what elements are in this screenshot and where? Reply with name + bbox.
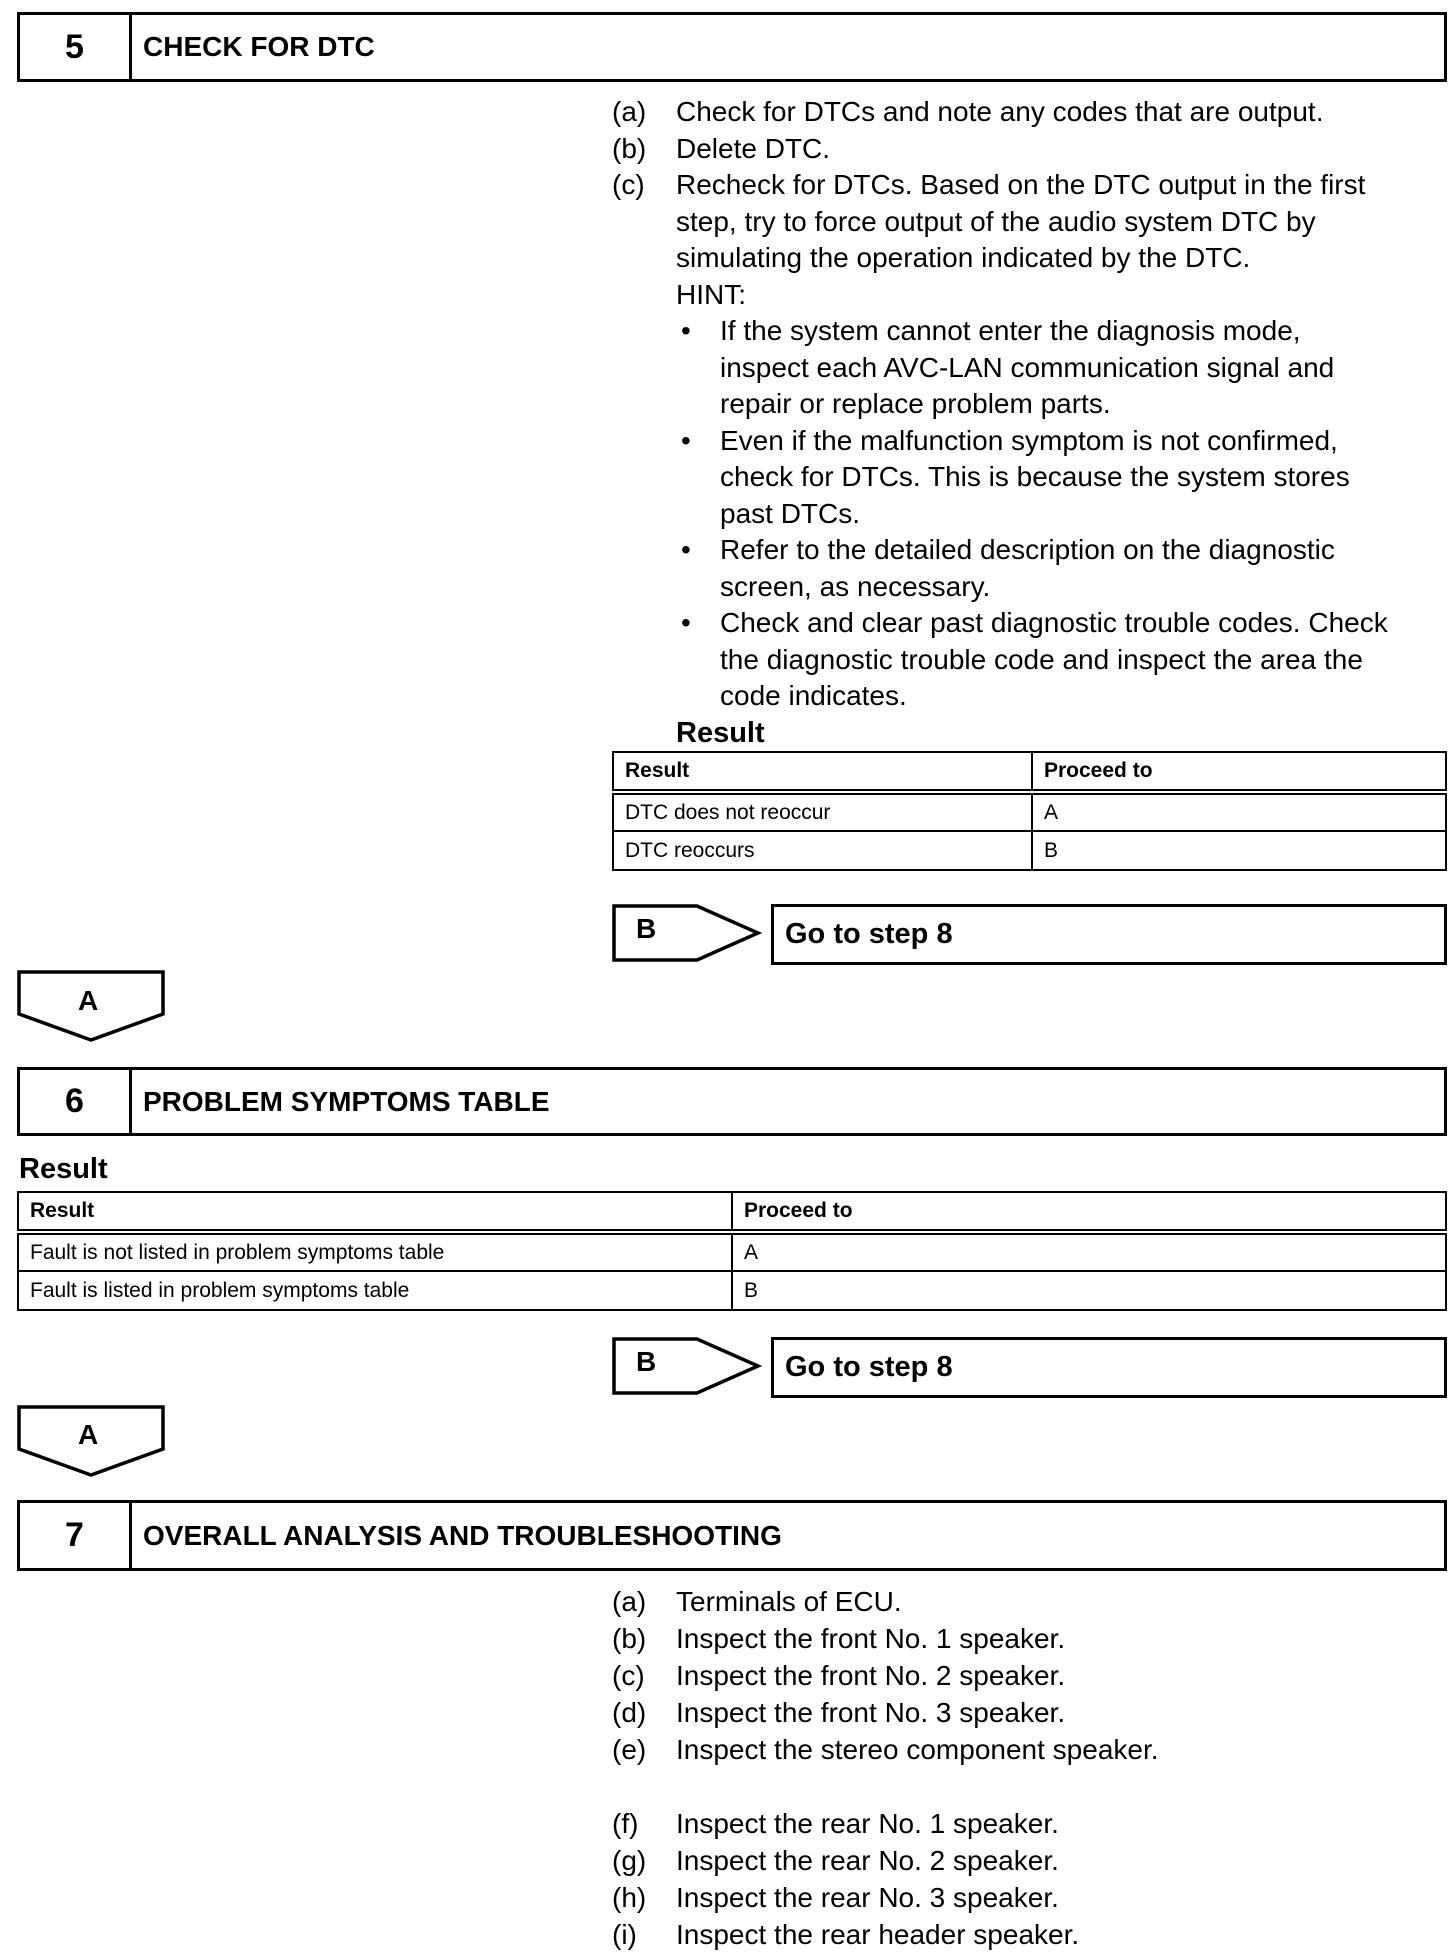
item-label: (e)	[612, 1734, 647, 1765]
item-label: (c)	[612, 1660, 645, 1691]
list-item	[612, 1657, 1452, 1694]
step-7-instructions	[612, 1583, 1452, 1953]
item-label: (a)	[612, 1586, 647, 1617]
result-heading: Result	[676, 716, 765, 749]
result-table	[17, 1191, 1447, 1311]
hint-label: HINT:	[676, 278, 746, 310]
step-number: 6	[20, 1070, 132, 1133]
item-label: (c)	[612, 169, 645, 200]
list-item	[612, 1583, 1452, 1620]
bullet-icon: •	[681, 534, 691, 565]
item-text: Inspect the rear No. 3 speaker.	[676, 1882, 1059, 1913]
go-to-step-8-box[interactable]: Go to step 8	[771, 1337, 1447, 1398]
list-item	[612, 1916, 1452, 1953]
table-cell: A	[732, 1232, 1446, 1271]
item-label: (g)	[612, 1845, 647, 1876]
list-item	[612, 167, 1452, 277]
a-arrow-label: A	[78, 985, 99, 1016]
item-label: (i)	[612, 1919, 637, 1950]
bullet-icon: •	[681, 315, 691, 346]
list-item	[612, 1805, 1452, 1842]
item-text: Inspect the front No. 1 speaker.	[676, 1623, 1066, 1654]
item-text: Inspect the stereo component speaker.	[676, 1734, 1159, 1765]
text-line: code indicates.	[720, 680, 907, 711]
go-to-step-8-box[interactable]: Go to step 8	[771, 904, 1447, 965]
step-number: 5	[20, 15, 132, 79]
text-line: repair or replace problem parts.	[720, 388, 1111, 419]
bullet-item	[676, 532, 1452, 605]
list-item	[612, 1620, 1452, 1657]
list-item	[612, 131, 1452, 168]
item-text: Inspect the front No. 3 speaker.	[676, 1697, 1066, 1728]
item-text: Check for DTCs and note any codes that are output.	[676, 96, 1324, 127]
item-text: Terminals of ECU.	[676, 1586, 902, 1617]
text-line: Even if the malfunction symptom is not confirmed,	[720, 424, 1338, 456]
item-label: (a)	[612, 96, 647, 127]
a-arrow-label: A	[78, 1419, 99, 1450]
b-arrow-icon	[612, 904, 762, 962]
item-label: (h)	[612, 1882, 647, 1913]
column-header: Proceed to	[732, 1192, 1446, 1232]
item-text: Inspect the rear header speaker.	[676, 1919, 1080, 1950]
text-line: step, try to force output of the audio system DTC by	[676, 205, 1316, 237]
table-row	[613, 831, 1446, 870]
step-title: OVERALL ANALYSIS AND TROUBLESHOOTING	[143, 1519, 782, 1551]
b-arrow-label: B	[636, 913, 657, 944]
item-text	[676, 167, 1365, 277]
column-header: Result	[613, 752, 1032, 792]
result-table	[612, 751, 1447, 871]
item-label: (b)	[612, 1623, 647, 1654]
table-cell: Fault is not listed in problem symptoms table	[18, 1232, 732, 1271]
item-text: Inspect the rear No. 2 speaker.	[676, 1845, 1059, 1876]
list-item	[612, 1842, 1452, 1879]
item-label: (f)	[612, 1808, 639, 1839]
column-header: Proceed to	[1032, 752, 1446, 792]
bullet-item	[676, 423, 1452, 533]
list-item	[612, 1694, 1452, 1731]
item-text: Inspect the front No. 2 speaker.	[676, 1660, 1066, 1691]
text-line: the diagnostic trouble code and inspect the area the	[720, 643, 1363, 675]
item-text: Inspect the rear No. 1 speaker.	[676, 1808, 1059, 1839]
bullet-item	[676, 313, 1452, 423]
step-5-instructions	[612, 94, 1452, 751]
table-header-row	[613, 752, 1446, 792]
table-cell: DTC reoccurs	[613, 831, 1032, 870]
item-label: (b)	[612, 132, 647, 164]
result-heading: Result	[19, 1153, 108, 1185]
text-line: screen, as necessary.	[720, 570, 991, 602]
step-title: CHECK FOR DTC	[143, 31, 375, 62]
hint-bullets	[612, 313, 1452, 715]
item-text: Delete DTC.	[676, 132, 831, 164]
b-arrow-icon	[612, 1337, 762, 1395]
list-item	[612, 1731, 1452, 1768]
step-7-header	[17, 1500, 1447, 1571]
text-line: check for DTCs. This is because the system stores	[720, 461, 1350, 492]
table-row	[613, 792, 1446, 831]
table-cell: B	[732, 1271, 1446, 1310]
table-row	[18, 1271, 1446, 1310]
text-line: simulating the operation indicated by the DTC.	[676, 242, 1251, 273]
column-header: Result	[18, 1192, 732, 1232]
text-line: Check and clear past diagnostic trouble codes. Check	[720, 607, 1388, 638]
bullet-icon: •	[681, 607, 691, 638]
bullet-item	[676, 605, 1452, 715]
text-line: Recheck for DTCs. Based on the DTC output in the first	[676, 169, 1366, 200]
list-item	[612, 1879, 1452, 1916]
step-title: PROBLEM SYMPTOMS TABLE	[143, 1085, 550, 1117]
text-line: Refer to the detailed description on the diagnostic	[720, 534, 1335, 565]
table-header-row	[18, 1192, 1446, 1232]
step-5-header	[17, 12, 1447, 82]
item-label: (d)	[612, 1697, 647, 1728]
bullet-icon: •	[681, 424, 691, 456]
table-cell: B	[1032, 831, 1446, 870]
step-number: 7	[20, 1503, 132, 1568]
table-cell: Fault is listed in problem symptoms table	[18, 1271, 732, 1310]
text-line: If the system cannot enter the diagnosis mode,	[720, 315, 1301, 346]
table-row	[18, 1232, 1446, 1271]
b-arrow-label: B	[636, 1346, 657, 1377]
list-item	[612, 94, 1452, 131]
text-line: past DTCs.	[720, 497, 861, 529]
step-6-header	[17, 1067, 1447, 1136]
text-line: inspect each AVC-LAN communication signal and	[720, 351, 1335, 383]
table-cell: A	[1032, 792, 1446, 831]
table-cell: DTC does not reoccur	[613, 792, 1032, 831]
